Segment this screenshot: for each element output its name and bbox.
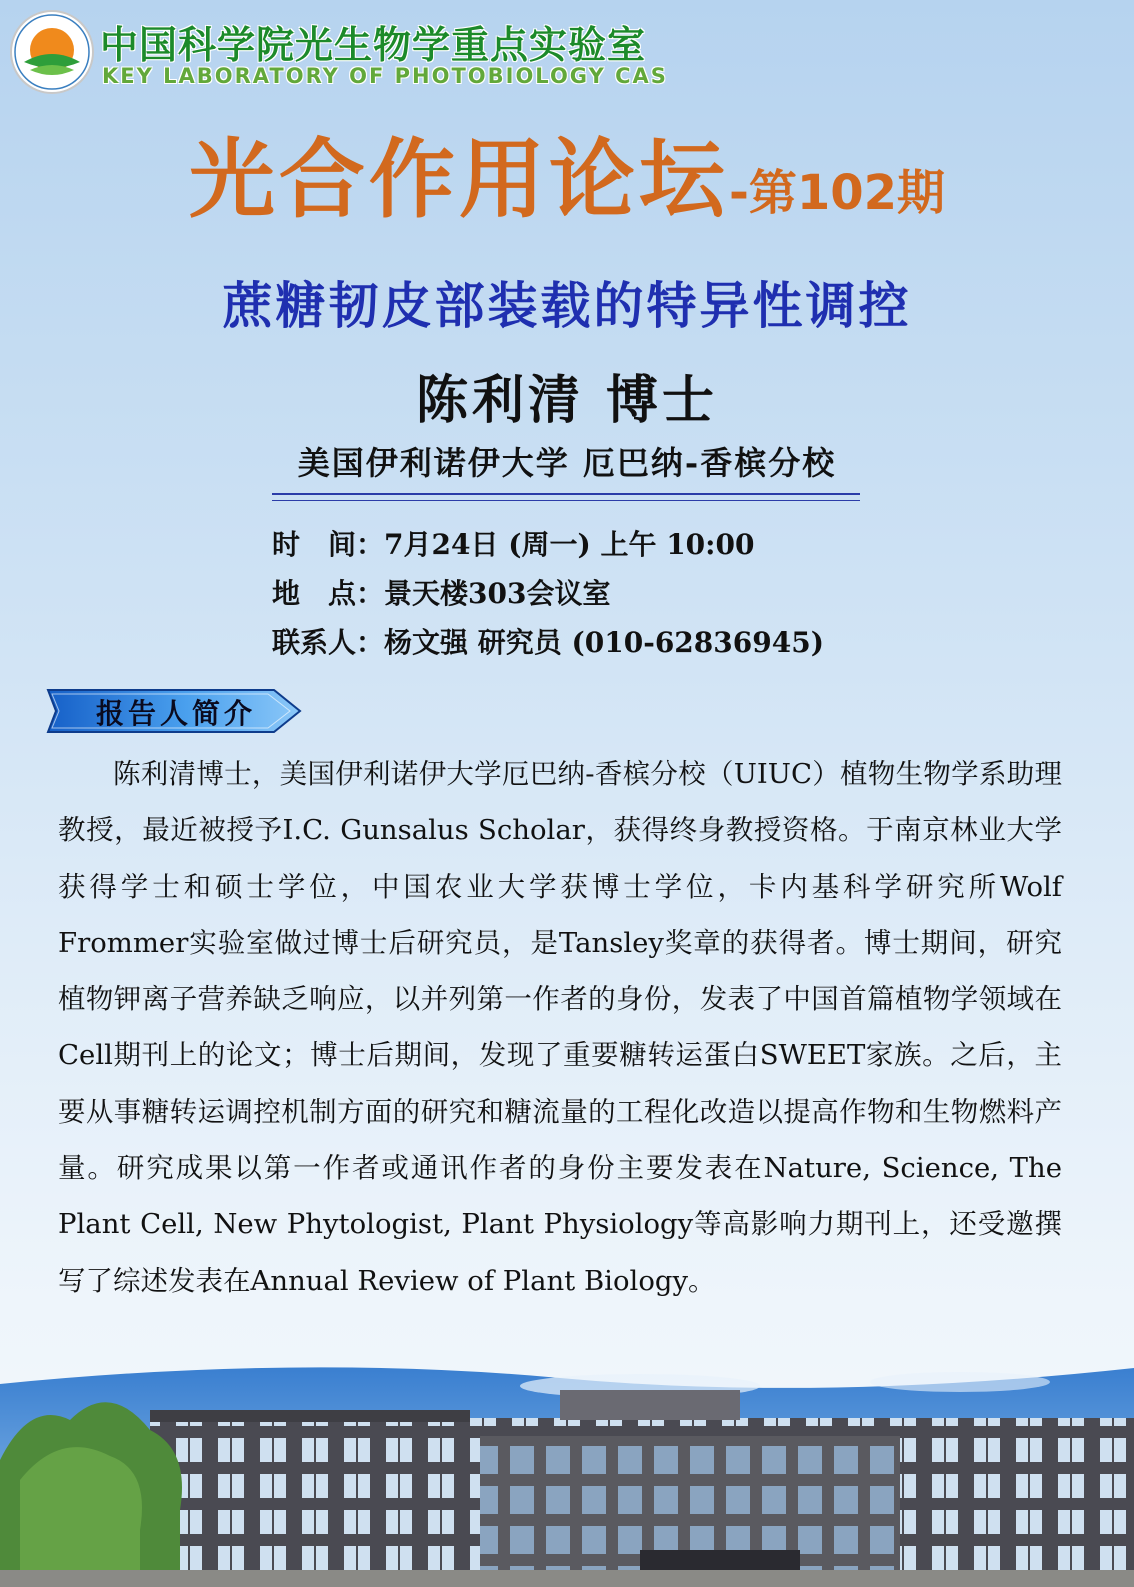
building-photo <box>0 1360 1134 1587</box>
contact-value: 杨文强 研究员 (010-62836945) <box>384 626 824 659</box>
talk-title: 蔗糖韧皮部装载的特异性调控 <box>222 277 912 335</box>
header <box>0 0 1134 100</box>
place-label: 地 点： <box>272 577 385 610</box>
org-name-en: KEY LABORATORY OF PHOTOBIOLOGY CAS <box>102 64 668 88</box>
place-row <box>272 569 824 618</box>
section-tag <box>46 684 302 738</box>
speaker-bio <box>58 746 1062 1309</box>
contact-label: 联系人： <box>272 626 385 659</box>
place-value: 景天楼303会议室 <box>384 577 611 610</box>
divider-line <box>272 493 860 495</box>
time-label: 时 间： <box>272 528 385 561</box>
contact-row <box>272 618 824 667</box>
org-name-cn: 中国科学院光生物学重点实验室 <box>100 23 647 67</box>
event-info <box>272 520 824 667</box>
lab-logo-icon <box>10 10 94 94</box>
section-label: 报告人简介 <box>96 697 257 730</box>
speaker-name: 陈利清 博士 <box>415 370 719 431</box>
time-row <box>272 520 824 569</box>
forum-title <box>0 110 1134 234</box>
bio-paragraph: 陈利清博士，美国伊利诺伊大学厄巴纳-香槟分校（UIUC）植物生物学系助理教授，最近被授予I.C. Gunsalus Scholar，获得终身教授资格。于南京林业大学获得学士和硕士学位，中国农业大学获博士学位，卡内基科学研究所Wolf Frommer实验室做过博士后研究员，是Tansley奖章的获得者。博士期间，研究植物钾离子营养缺乏响应，以并列第一作者的身份，发表了中国首篇植物学领域在Cell期刊上的论文；博士后期间，发现了重要糖转运蛋白SWEET家族。之后，主要从事糖转运调控机制方面的研究和糖流量的工程化改造以提高作物和生物燃料产量。研究成果以第一作者或通讯作者的身份主要发表在Nature, Science, The Plant Cell, New Phytologist, Plant Physiology等高影响力期刊上，还受邀撰写了综述发表在Annual Review of Plant Biology。 <box>58 758 1062 1297</box>
speaker-affiliation: 美国伊利诺伊大学 厄巴纳-香槟分校 <box>297 444 837 482</box>
forum-title-main: 光合作用论坛 <box>188 130 729 230</box>
forum-issue-number: -第102期 <box>728 165 946 221</box>
divider-line <box>272 500 860 501</box>
time-value: 7月24日 (周一) 上午 10:00 <box>384 528 755 561</box>
